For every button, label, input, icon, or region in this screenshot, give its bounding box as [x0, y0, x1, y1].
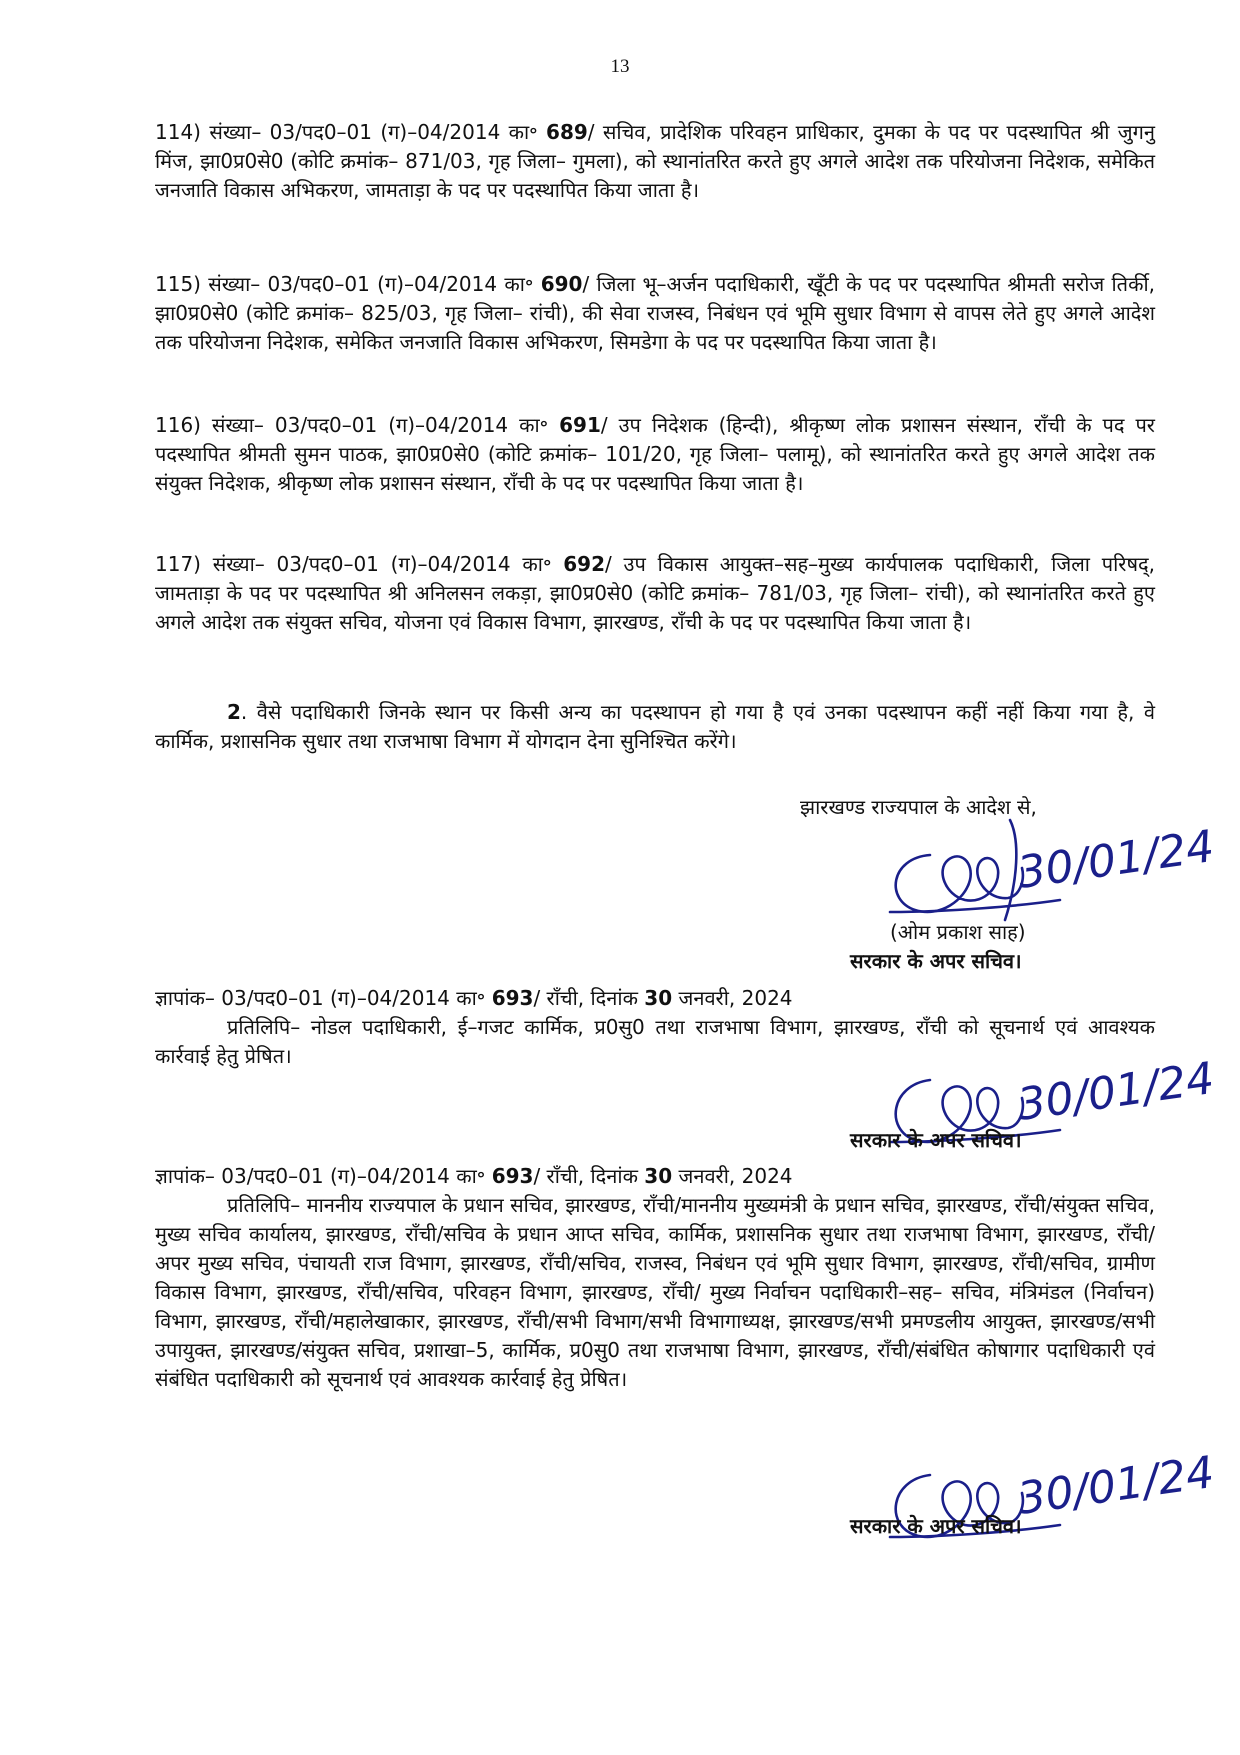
memo-ref: ज्ञापांक– 03/पद0–01 (ग)–04/2014 का॰ — [155, 986, 492, 1010]
memo-month-year: जनवरी, 2024 — [672, 1164, 793, 1188]
memo-number: 693 — [491, 1164, 534, 1188]
signature-scrawl — [896, 855, 1023, 912]
memo-header — [155, 984, 1155, 1013]
memo-place: / राँची, दिनांक — [533, 1164, 645, 1188]
signature-date: 30/01/24 — [1014, 820, 1218, 899]
order-item-117 — [155, 550, 1155, 637]
order-text: / जिला भू–अर्जन पदाधिकारी, खूँटी के पद पर पदस्थापित श्रीमती सरोज तिर्की, झा0प्र0से0 (कोटि क्रमांक– 825/03, गृह जिला– रांची), की सेवा राजस्व, निबंधन एवं भूमि सुधार विभाग से वापस लेते हुए अगले आदेश तक परियोजना निदेशक, समेकित जनजाति विकास अभिकरण, सिमडेगा के पद पर पदस्थापित किया जाता है। — [155, 272, 1155, 354]
memo-copy-text: प्रतिलिपि– माननीय राज्यपाल के प्रधान सचिव, झारखण्ड, राँची/माननीय मुख्यमंत्री के प्रधान सचिव, झारखण्ड, राँची/संयुक्त सचिव, मुख्य सचिव कार्यालय, झारखण्ड, राँची/सचिव के प्रधान आप्त सचिव, कार्मिक, प्रशासनिक सुधार तथा राजभाषा विभाग, झारखण्ड, राँची/अपर मुख्य सचिव, पंचायती राज विभाग, झारखण्ड, राँची/सचिव, राजस्व, निबंधन एवं भूमि सुधार विभाग, झारखण्ड, राँची/सचिव, ग्रामीण विकास विभाग, झारखण्ड, राँची/सचिव, परिवहन विभाग, झारखण्ड, राँची/ मुख्य निर्वाचन पदाधिकारी–सह– सचिव, मंत्रिमंडल (निर्वाचन) विभाग, झारखण्ड, राँची/महालेखाकार, झारखण्ड, राँची/सभी विभाग/सभी विभागाध्यक्ष, झारखण्ड/सभी प्रमण्डलीय आयुक्त, झारखण्ड/सभी उपायुक्त, झारखण्ड/संयुक्त सचिव, प्रशाखा–5, कार्मिक, प्र0सु0 तथा राजभाषा विभाग, झारखण्ड, राँची/संबंधित कोषागार पदाधिकारी एवं संबंधित पदाधिकारी को सूचनार्थ एवं आवश्यक कार्रवाई हेतु प्रेषित। — [155, 1193, 1155, 1391]
memo-2-signatory-title: सरकार के अपर सचिव। — [850, 1514, 1022, 1538]
memo-2 — [155, 1162, 1155, 1394]
governor-order-line: झारखण्ड राज्यपाल के आदेश से, — [800, 795, 1037, 819]
memo-copy-text: प्रतिलिपि– नोडल पदाधिकारी, ई–गजट कार्मिक, प्र0सु0 तथा राजभाषा विभाग, झारखण्ड, राँची को सूचनार्थ एवं आवश्यक कार्रवाई हेतु प्रेषित। — [155, 1015, 1155, 1068]
order-ref: 114) संख्या– 03/पद0–01 (ग)–04/2014 का॰ — [155, 120, 547, 144]
order-item-116 — [155, 411, 1155, 498]
order-text: / उप निदेशक (हिन्दी), श्रीकृष्ण लोक प्रशासन संस्थान, राँची के पद पर पदस्थापित श्रीमती सुमन पाठक, झा0प्र0से0 (कोटि क्रमांक– 101/20, गृह जिला– पलामू), को स्थानांतरित करते हुए अगले आदेश तक संयुक्त निदेशक, श्रीकृष्ण लोक प्रशासन संस्थान, राँची के पद पर पदस्थापित किया जाता है। — [155, 413, 1155, 495]
order-number: 691 — [559, 413, 601, 437]
general-instruction — [155, 698, 1155, 756]
memo-number: 693 — [491, 986, 534, 1010]
order-ref: 116) संख्या– 03/पद0–01 (ग)–04/2014 का॰ — [155, 413, 560, 437]
order-number: 689 — [546, 120, 588, 144]
order-number: 690 — [540, 272, 583, 296]
order-ref: 115) संख्या– 03/पद0–01 (ग)–04/2014 का॰ — [155, 272, 541, 296]
memo-place: / राँची, दिनांक — [533, 986, 645, 1010]
signatory-name: (ओम प्रकाश साह) — [890, 920, 1026, 944]
order-text: / उप विकास आयुक्त–सह–मुख्य कार्यपालक पदाधिकारी, जिला परिषद्, जामताड़ा के पद पर पदस्थापित श्री अनिलसन लकड़ा, झा0प्र0से0 (कोटि क्रमांक– 781/03, गृह जिला– रांची), को स्थानांतरित करते हुए अगले आदेश तक संयुक्त सचिव, योजना एवं विकास विभाग, झारखण्ड, राँची के पद पर पदस्थापित किया जाता है। — [155, 552, 1155, 634]
memo-day: 30 — [644, 986, 673, 1010]
page-number: 13 — [610, 56, 630, 77]
signature-date: 30/01/24 — [1014, 1052, 1218, 1131]
signature-date: 30/01/24 — [1014, 1446, 1218, 1525]
memo-month-year: जनवरी, 2024 — [672, 986, 793, 1010]
memo-ref: ज्ञापांक– 03/पद0–01 (ग)–04/2014 का॰ — [155, 1164, 492, 1188]
order-text: / सचिव, प्रादेशिक परिवहन प्राधिकार, दुमका के पद पर पदस्थापित श्री जुगनु मिंज, झा0प्र0से0 (कोटि क्रमांक– 871/03, गृह जिला– गुमला), को स्थानांतरित करते हुए अगले आदेश तक परियोजना निदेशक, समेकित जनजाति विकास अभिकरण, जामताड़ा के पद पर पदस्थापित किया जाता है। — [155, 120, 1155, 202]
signature-3 — [870, 1430, 1218, 1580]
signatory-title: सरकार के अपर सचिव। — [850, 949, 1022, 973]
memo-header — [155, 1162, 1155, 1191]
order-item-114 — [155, 118, 1155, 205]
memo-1-signatory-title: सरकार के अपर सचिव। — [850, 1128, 1022, 1152]
paragraph-text: . वैसे पदाधिकारी जिनके स्थान पर किसी अन्य का पदस्थापन हो गया है एवं उनका पदस्थापन कहीं नहीं किया गया है, वे कार्मिक, प्रशासनिक सुधार तथा राजभाषा विभाग में योगदान देना सुनिश्चित करेंगे। — [155, 700, 1155, 753]
order-number: 692 — [563, 552, 606, 576]
order-item-115 — [155, 270, 1155, 357]
paragraph-number: 2 — [227, 700, 241, 724]
memo-day: 30 — [644, 1164, 673, 1188]
order-ref: 117) संख्या– 03/पद0–01 (ग)–04/2014 का॰ — [155, 552, 564, 576]
